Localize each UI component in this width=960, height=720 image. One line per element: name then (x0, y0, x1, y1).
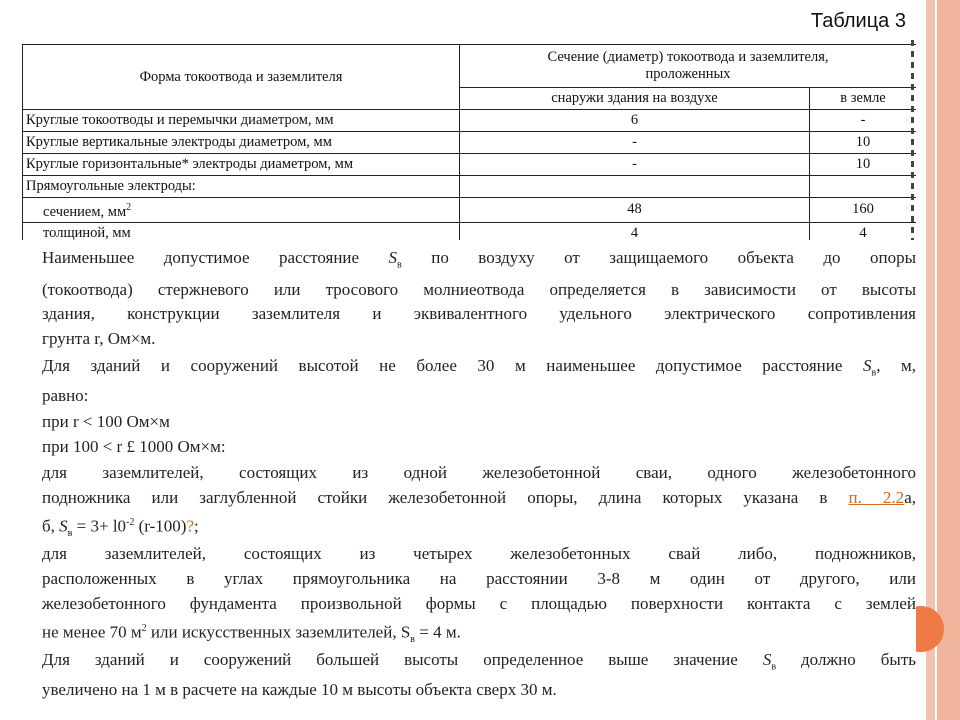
text-run: по воздуху от защищаемого объекта до опоры (401, 248, 916, 267)
paragraph-line: для заземлителей, состоящих из одной железобетонной сваи, одного железобетонного (42, 463, 916, 482)
paragraph-line (42, 246, 916, 277)
subscript: в (397, 259, 402, 271)
row-air: - (460, 154, 810, 176)
subscript: в (67, 528, 73, 540)
text-run: б, (42, 516, 60, 536)
decor-stripe-wide (937, 0, 960, 720)
text-run: Для зданий и сооружений большей высоты определенное выше значение (42, 650, 763, 669)
superscript: -2 (126, 517, 135, 528)
row-label-text: сечением, мм (43, 203, 127, 220)
header-air: снаружи здания на воздухе (460, 88, 810, 110)
paragraph-line: при 100 < r £ 1000 Ом×м: (42, 437, 226, 456)
dashed-border (911, 40, 914, 246)
table-region (22, 0, 916, 240)
paragraph-line: для заземлителей, состоящих из четырех железобетонных свай либо, подножников, (42, 544, 916, 563)
row-air (460, 176, 810, 198)
row-label-sup: 2 (126, 202, 132, 213)
row-label: Прямоугольные электроды: (23, 176, 460, 198)
paragraph-line (42, 648, 916, 679)
paragraph-line (42, 617, 916, 652)
row-label: Круглые горизонтальные* электроды диаметром, мм (23, 154, 460, 176)
row-ground: 10 (810, 132, 917, 154)
text-run: Для зданий и сооружений высотой не более 30 м наименьшее допустимое расстояние (42, 356, 863, 375)
row-ground: 160 (810, 198, 917, 223)
table-row (23, 154, 917, 176)
row-ground (810, 176, 917, 198)
symbol-s: S (388, 248, 398, 267)
table-row (23, 176, 917, 198)
table-header-row (23, 45, 917, 88)
paragraph-line (42, 511, 916, 546)
missing-glyph: ? (186, 516, 194, 536)
symbol-s: S (862, 356, 872, 375)
section-link[interactable]: п. 2.2 (848, 488, 905, 507)
text-run: должно быть (776, 650, 916, 669)
paragraph-line: (токоотвода) стержневого или тросового молниеотвода определяется в зависимости от высоты (42, 280, 916, 299)
row-air: 4 (460, 222, 810, 240)
row-air: 6 (460, 110, 810, 132)
row-ground: 10 (810, 154, 917, 176)
subscript: в (410, 634, 416, 646)
paragraph-line: при r < 100 Ом×м (42, 412, 170, 431)
text-run: (r-100) (134, 516, 187, 536)
row-air: - (460, 132, 810, 154)
paragraph-line: здания, конструкции заземлителя и эквивалентного удельного электрического сопротивления (42, 304, 916, 323)
table-row (23, 110, 917, 132)
text-run: = 4 м. (415, 622, 461, 642)
paragraph-line (42, 354, 916, 385)
row-label: Круглые вертикальные электроды диаметром, мм (23, 132, 460, 154)
symbol-s: S (762, 650, 772, 669)
header-group (460, 45, 917, 88)
row-label: Круглые токоотводы и перемычки диаметром, мм (23, 110, 460, 132)
body-text (22, 240, 916, 710)
table-row (23, 132, 917, 154)
table-title: Таблица 3 (810, 10, 906, 32)
row-label (23, 198, 460, 223)
subscript: в (771, 661, 777, 673)
text-run: , м, (876, 356, 916, 375)
table-row (23, 222, 917, 240)
text-run: Наименьшее допустимое расстояние (42, 248, 389, 267)
header-group-line1: Сечение (диаметр) токоотвода и заземлителя, (547, 49, 829, 65)
paragraph-line: увеличено на 1 м в расчете на каждые 10 м высоты объекта сверх 30 м. (42, 680, 557, 699)
paragraph-line: расположенных в углах прямоугольника на расстоянии 3-8 м один от другого, или (42, 569, 916, 588)
symbol-s: S (59, 516, 68, 536)
header-form: Форма токоотвода и заземлителя (23, 45, 460, 110)
spec-table (22, 44, 916, 240)
paragraph-line: равно: (42, 386, 89, 405)
header-group-line2: проложенных (645, 66, 731, 82)
table-row (23, 198, 917, 223)
paragraph-line: железобетонного фундамента произвольной формы с площадью поверхности контакта с землей (42, 594, 916, 613)
subscript: в (871, 367, 877, 379)
text-run: подножника или заглубленной стойки железобетонной опоры, длина которых указана в (42, 488, 849, 507)
row-ground: - (810, 110, 917, 132)
superscript: 2 (141, 623, 147, 634)
text-run: ; (194, 516, 199, 536)
row-label: толщиной, мм (23, 222, 460, 240)
header-ground: в земле (810, 88, 917, 110)
row-air: 48 (460, 198, 810, 223)
paragraph-line (42, 486, 916, 510)
text-run: = 3+ l0 (72, 516, 127, 536)
text-run: не менее 70 м (42, 622, 142, 642)
text-run: а, (904, 488, 916, 507)
row-ground: 4 (810, 222, 917, 240)
paragraph-line: грунта r, Ом×м. (42, 329, 156, 348)
text-run: или искусственных заземлителей, S (146, 622, 411, 642)
